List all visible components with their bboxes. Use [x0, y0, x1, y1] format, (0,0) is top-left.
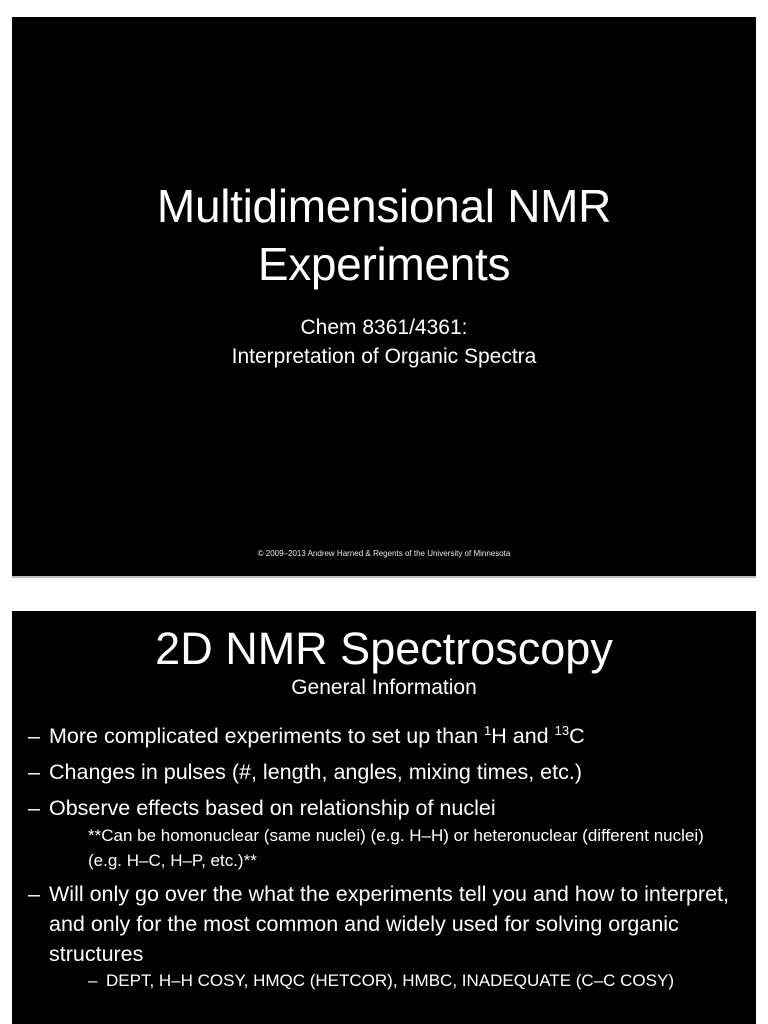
slide-title-line-1: Multidimensional NMR [156, 180, 612, 232]
superscript: 13 [554, 723, 570, 738]
title-slide [12, 17, 756, 578]
bullet-dash: – [28, 724, 40, 748]
content-slide [12, 611, 756, 1024]
bullet-dash: – [28, 796, 40, 820]
bullet-dash: – [28, 882, 40, 906]
slide-subtitle [12, 313, 756, 371]
copyright-notice: © 2009–2013 Andrew Harned & Regents of the University of Minnesota [257, 549, 511, 558]
bullet-list [28, 721, 740, 999]
slide-subheading: General Information [291, 676, 477, 699]
bullet-dash: – [28, 760, 40, 784]
bullet-text: Changes in pulses (#, length, angles, mixing times, etc.) [49, 760, 582, 784]
slide-title [12, 177, 756, 293]
sub-bullet-item [49, 969, 740, 993]
bullet-item [28, 793, 740, 873]
course-code: Chem 8361/4361: [300, 316, 468, 339]
slide-heading: 2D NMR Spectroscopy [155, 623, 613, 674]
bullet-text: Observe effects based on relationship of nuclei [49, 796, 496, 820]
slide-title-line-2: Experiments [257, 238, 511, 290]
sub-bullet-dash: – [88, 971, 98, 990]
bullet-item [28, 721, 740, 751]
bullet-item [28, 879, 740, 993]
bullet-text: C [569, 724, 585, 748]
bullet-item [28, 757, 740, 787]
bullet-text: More complicated experiments to set up than [49, 724, 484, 748]
bullet-note: **Can be homonuclear (same nuclei) (e.g. H–H) or heteronuclear (different nuclei) (e.g. H–C, H–P, etc.)** [88, 826, 704, 870]
superscript: 1 [484, 723, 492, 738]
bullet-text: Will only go over the what the experiments tell you and how to interpret, and only for the most common and widely used for solving organic structures [49, 882, 729, 966]
bullet-text: H and [491, 724, 555, 748]
sub-bullet-text: DEPT, H–H COSY, HMQC (HETCOR), HMBC, INADEQUATE (C–C COSY) [106, 971, 674, 990]
course-name: Interpretation of Organic Spectra [231, 345, 537, 368]
